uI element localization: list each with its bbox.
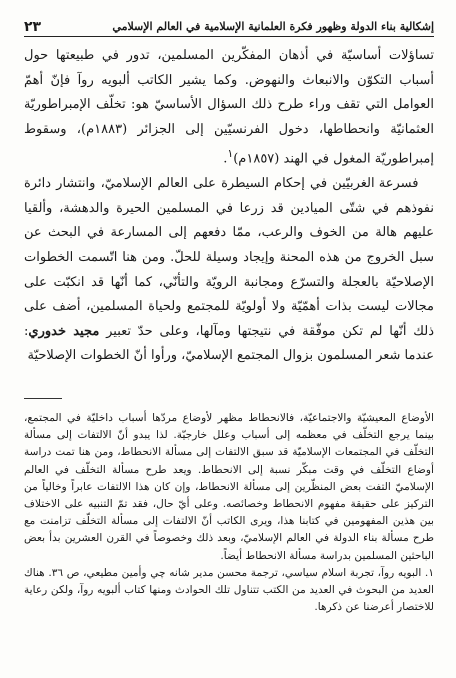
- running-title: إشكالية بناء الدولة وظهور فكرة العلمانية الإسلامية في العالم الإسلامي: [112, 20, 434, 33]
- footnote-1: ١. البويه روآ، تجربة اسلام سياسي، ترجمة محسن مدير شانه چي وأمين مطيعي، ص ٣٦. هناك العديد من البحوث في العديد من الكتب تتناول تلك الحوادث ومنها كتاب ألبويه روآ، ولكن رعاية للاختصار أعرضنا عن ذكرها.: [24, 566, 435, 614]
- footnote-continuation: الأوضاع المعيشيّة والاجتماعيّة، فالانحطاط مظهر لأوضاع مردّها أسباب داخليّة في المجتمع، بينما يرجع التخلّف في معظمه إلى أسباب وعلل خارجيّة. لذا يبدو أنّ الالتفات إلى مسألة التخلّف في المجتمعات الإسلاميّة قد سبق الالتفات إلى مسألة الانحطاط، ومن هنا تمت دراسة أوضاع التخلّف في وقت مبكّر نسبة إلى الانحطاط. ويعد طرح مسألة التخلّف في العالم الإسلاميّ التفت بعض المنظّرين إلى مسألة الانحطاط، وإن كان هذا الالتفات عابراً وخالياً من التركيز على حقيقة مفهوم الانحطاط وخصائصه. وعلى أيّ حال، فقد تمّ التنبيه على الاختلاف بين هذين المفهومين في كتابنا هذا، ويرى الكاتب أنّ الالتفات إلى مسألة التخلّف تزامنت مع طرح مسألة بناء الدولة في العالم الإسلاميّ، وبعد ذلك وخصوصاً في القرن العشرين بدأ بعض الباحثين المسلمين بدراسة مسألة الانحطاط أيضاً.: [24, 412, 434, 562]
- page-header: [24, 14, 434, 37]
- paragraph-1: تساؤلات أساسيّة في أذهان المفكّرين المسلمين، تدور في طبيعتها حول أسباب التكوّن والانبعاث والنهوض. وكما يشير الكاتب ألبويه روآ فإنّ أهمّ العوامل التي تقف وراء طرح ذلك السؤال الأساسيّ هو: تخلّف الإمبراطوريّة العثمانيّة وانحطاطها، دخول الفرنسيّين إلى الجزائر (١٨٨٣م)، وسقوط إمبراطوريّة المغول في الهند (١٨٥٧م)$^١$.: [24, 48, 435, 167]
- footnotes: [24, 410, 434, 668]
- paragraph-1-text: تساؤلات أساسيّة في أذهان المفكّرين المسلمين، تدور في طبيعتها حول أسباب التكوّن والانبعاث والنهوض. وكما يشير الكاتب ألبويه روآ فإنّ أهمّ العوامل التي تقف وراء طرح ذلك السؤال الأساسيّ هو: تخلّف الإمبراطوريّة العثمانيّة وانحطاطها، دخول الفرنسيّين إلى الجزائر (١٨٨٣م)، وسقوط إمبراطوريّة المغول في الهند (١٨٥٧م): [24, 48, 435, 167]
- paragraph-2: [24, 172, 434, 369]
- page-number: ٢٣: [24, 19, 42, 35]
- main-text: [24, 44, 435, 364]
- footnote-reference: ١: [227, 147, 234, 161]
- paragraph-2-text: فسرعة الغربيّين في إحكام السيطرة على العالم الإسلاميّ، وانتشار دائرة نفوذهم في شتّى الميادين قد زرعا في المسلمين الحيرة والدهشة، وألقيا عليهم هالة من الخوف والرعب، ممّا دفعهم إلى المسارعة في البحث عن سبل الخروج من هذه المحنة وإيجاد وسيلة للحلّ. ومن هنا اتّسمت الخطوات الإصلاحيّة بالعجلة والتسرّع ومجانبة الرويّة والتأنّي، كما أنّها قد انكبّت على مجالات ليست بذات أهمّيّة ولا أولويّة للمجتمع ولحياة المسلمين، أضف على ذلك أنّها لم تكن موفّقة في نتيجتها ومآلها، وعلى حدّ تعبير: [24, 176, 434, 339]
- footnote-separator: [24, 398, 62, 399]
- paragraph-2-end: : عندما شعر المسلمون بزوال المجتمع الإسلاميّ، ورأوا أنّ الخطوات الإصلاحيّة: [24, 323, 434, 364]
- author-name: مجيد خدوري: [28, 323, 100, 339]
